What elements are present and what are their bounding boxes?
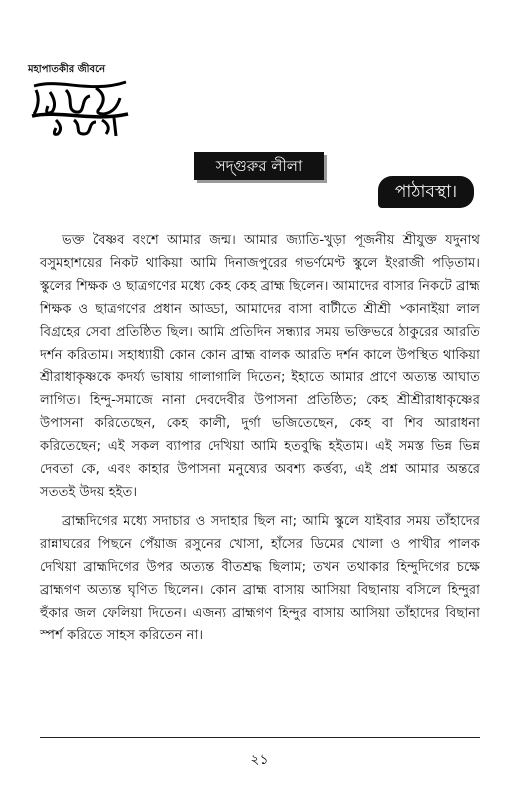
book-logo — [28, 62, 132, 140]
section-title: পাঠাবস্থা। — [378, 176, 474, 208]
footer-divider — [40, 737, 480, 738]
paragraph-1: ভক্ত বৈষ্ণব বংশে আমার জন্ম। আমার জ্যাতি-খুড়া পূজনীয় শ্রীযুক্ত যদুনাথ বসুমহাশয়ের নিকট থাকিয়া আমি দিনাজপুরের গভর্ণমেণ্ট স্কুলে ইংরাজী পড়িতাম। স্কুলের শিক্ষক ও ছাত্রগণের মধ্যে কেহ কেহ ব্রাহ্ম ছিলেন। আমাদের বাসার নিকটে ব্রাহ্ম শিক্ষক ও ছাত্রগণের প্রধান আড্ডা, আমাদের বাসা বাটীতে শ্রীশ্রী ৺কানাইয়া লাল বিগ্রহের সেবা প্রতিষ্ঠিত ছিল। আমি প্রতিদিন সন্ধ্যার সময় ভক্তিভরে ঠাকুরের আরতি দর্শন করিতাম। সহাধ্যায়ী কোন কোন ব্রাহ্ম বালক আরতি দর্শন কালে উপস্থিত থাকিয়া শ্রীরাধাকৃষ্ণকে কদর্য্য ভাষায় গালাগালি দিতেন; ইহাতে আমার প্রাণে অত্যন্ত আঘাত লাগিত। হিন্দু-সমাজে নানা দেবদেবীর উপাসনা প্রতিষ্ঠিত; কেহ শ্রীশ্রীরাধাকৃষ্ণের উপাসনা করিতেছেন, কেহ কালী, দুর্গা ভজিতেছেন, কেহ বা শিব আরাধনা করিতেছেন; এই সকল ব্যাপার দেখিয়া আমি হতবুদ্ধি হইতাম। এই সমস্ত ভিন্ন ভিন্ন দেবতা কে, এবং কাহার উপাসনা মনুষ্যের অবশ্য কর্ত্তব্য, এই প্রশ্ন আমার অন্তরে সততই উদয় হইত। — [40, 233, 480, 500]
logo-calligraphy-graphic — [30, 76, 130, 138]
page-number: ২১ — [250, 752, 269, 768]
body-text — [40, 230, 480, 654]
paragraph-2: ব্রাহ্মদিগের মধ্যে সদাচার ও সদাহার ছিল না; আমি স্কুলে যাইবার সময় তাঁহাদের রান্নাঘরের পিছনে পেঁয়াজ রসুনের খোসা, হাঁসের ডিমের খোলা ও পাখীর পালক দেখিয়া ব্রাহ্মদিগের উপর অত্যন্ত বীতশ্রদ্ধ ছিলাম; তখন তথাকার হিন্দুদিগের চক্ষে ব্রাহ্মগণ অত্যন্ত ঘৃণিত ছিলেন। কোন ব্রাহ্ম বাসায় আসিয়া বিছানায় বসিলে হিন্দুরা হুঁকার জল ফেলিয়া দিতেন। এজন্য ব্রাহ্মগণ হিন্দুর বাসায় আসিয়া তাঁহাদের বিছানা স্পর্শ করিতে সাহস করিতেন না। — [40, 513, 480, 644]
chapter-title: সদ্গুরুর লীলা — [194, 152, 324, 180]
logo-caption: মহাপাতকীর জীবনে — [28, 64, 106, 75]
